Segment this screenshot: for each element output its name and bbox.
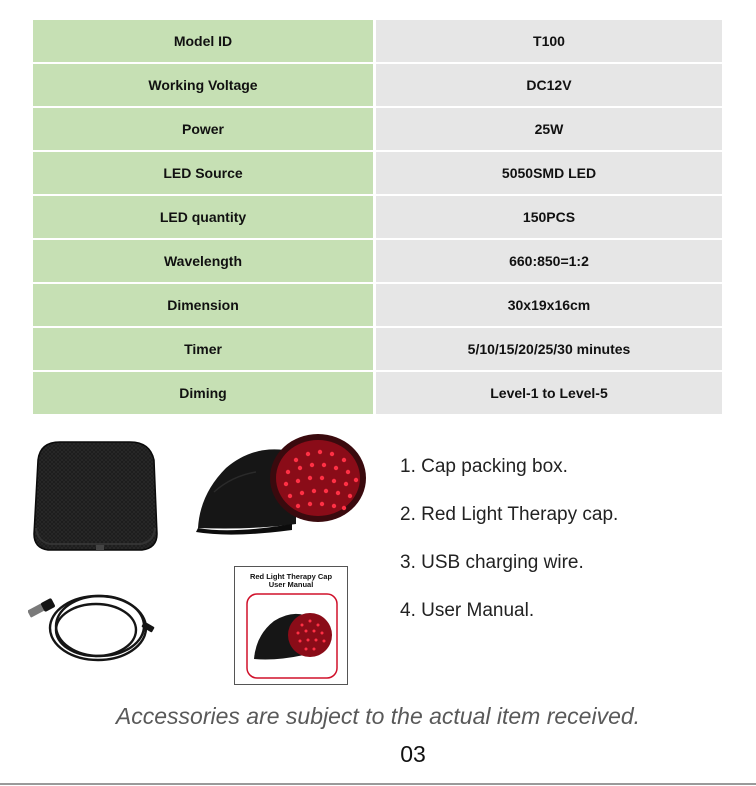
spec-label: Power [33, 108, 373, 150]
spec-value: 5/10/15/20/25/30 minutes [376, 328, 722, 370]
spec-value: 150PCS [376, 196, 722, 238]
therapy-cap-image [192, 432, 367, 538]
spec-label: Model ID [33, 20, 373, 62]
spec-row [33, 196, 722, 238]
user-manual-image [234, 566, 348, 685]
accessories-list [400, 452, 740, 644]
list-item: 3. USB charging wire. [400, 552, 584, 573]
spec-row [33, 240, 722, 282]
list-item: 2. Red Light Therapy cap. [400, 504, 619, 525]
spec-label: Working Voltage [33, 64, 373, 106]
spec-label: LED quantity [33, 196, 373, 238]
spec-value: 25W [376, 108, 722, 150]
spec-row [33, 20, 722, 62]
usb-cable-image [28, 582, 158, 674]
list-item: 1. Cap packing box. [400, 456, 568, 477]
bottom-rule [0, 783, 756, 785]
manual-title [235, 573, 347, 589]
manual-title-line1: Red Light Therapy Cap [249, 572, 333, 581]
spec-value: DC12V [376, 64, 722, 106]
spec-value: Level-1 to Level-5 [376, 372, 722, 414]
spec-row [33, 108, 722, 150]
disclaimer: Accessories are subject to the actual item received. [115, 703, 641, 729]
spec-label: Timer [33, 328, 373, 370]
spec-value: 5050SMD LED [376, 152, 722, 194]
spec-value: 660:850=1:2 [376, 240, 722, 282]
spec-table [33, 20, 722, 416]
manual-cover-photo [246, 593, 338, 679]
spec-value: T100 [376, 20, 722, 62]
spec-row [33, 372, 722, 414]
spec-row [33, 328, 722, 370]
spec-label: LED Source [33, 152, 373, 194]
spec-row [33, 284, 722, 326]
list-item: 4. User Manual. [400, 600, 535, 621]
packing-box-image [30, 436, 160, 558]
page-number: 03 [400, 741, 426, 767]
spec-row [33, 152, 722, 194]
spec-row [33, 64, 722, 106]
manual-title-line2: User Manual [268, 580, 314, 589]
spec-label: Diming [33, 372, 373, 414]
spec-label: Wavelength [33, 240, 373, 282]
spec-value: 30x19x16cm [376, 284, 722, 326]
spec-label: Dimension [33, 284, 373, 326]
